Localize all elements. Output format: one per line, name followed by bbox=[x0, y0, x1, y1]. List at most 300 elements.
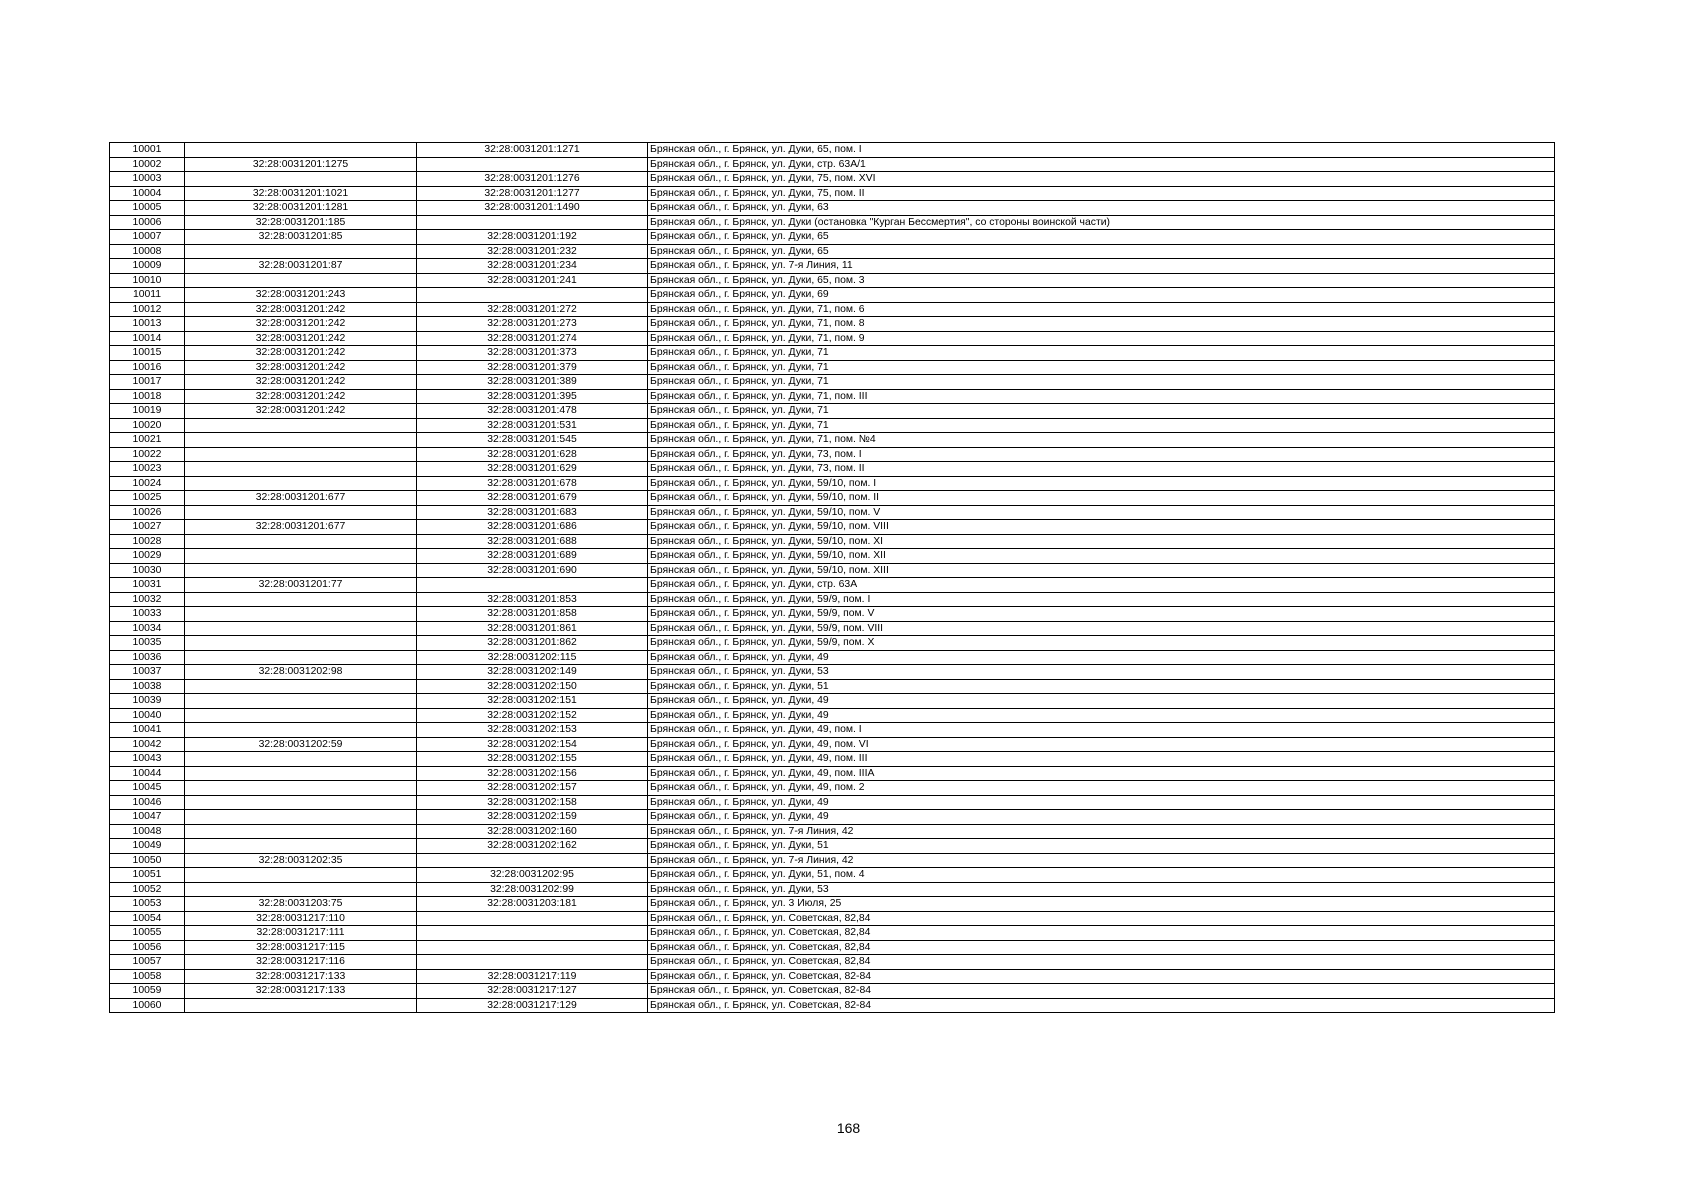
object-cadastral-number-cell: 32:28:0031201:861 bbox=[417, 621, 648, 636]
object-cadastral-number-cell: 32:28:0031201:234 bbox=[417, 259, 648, 274]
cadastral-number-cell bbox=[185, 172, 417, 187]
row-number-cell: 10048 bbox=[110, 824, 185, 839]
cadastral-number-cell bbox=[185, 824, 417, 839]
row-number-cell: 10007 bbox=[110, 230, 185, 245]
table-row bbox=[110, 940, 1555, 955]
address-cell: Брянская обл., г. Брянск, ул. Дуки, 49, пом. III bbox=[648, 752, 1555, 767]
row-number-cell: 10053 bbox=[110, 897, 185, 912]
address-cell: Брянская обл., г. Брянск, ул. Дуки, 71, пом. III bbox=[648, 389, 1555, 404]
object-cadastral-number-cell bbox=[417, 157, 648, 172]
registry-table bbox=[109, 142, 1555, 1013]
address-cell: Брянская обл., г. Брянск, ул. Дуки, 71 bbox=[648, 360, 1555, 375]
table-row bbox=[110, 476, 1555, 491]
cadastral-number-cell: 32:28:0031203:75 bbox=[185, 897, 417, 912]
page-number: 168 bbox=[836, 1120, 861, 1136]
cadastral-number-cell bbox=[185, 882, 417, 897]
cadastral-number-cell: 32:28:0031201:87 bbox=[185, 259, 417, 274]
object-cadastral-number-cell: 32:28:0031202:151 bbox=[417, 694, 648, 709]
table-row bbox=[110, 868, 1555, 883]
address-cell: Брянская обл., г. Брянск, ул. Дуки, 75, пом. XVI bbox=[648, 172, 1555, 187]
table-row bbox=[110, 998, 1555, 1013]
object-cadastral-number-cell: 32:28:0031201:241 bbox=[417, 273, 648, 288]
address-cell: Брянская обл., г. Брянск, ул. Дуки, 59/9, пом. V bbox=[648, 607, 1555, 622]
object-cadastral-number-cell: 32:28:0031202:99 bbox=[417, 882, 648, 897]
address-cell: Брянская обл., г. Брянск, ул. Дуки, 71, пом. 9 bbox=[648, 331, 1555, 346]
table-row bbox=[110, 215, 1555, 230]
row-number-cell: 10020 bbox=[110, 418, 185, 433]
address-cell: Брянская обл., г. Брянск, ул. Советская, 82,84 bbox=[648, 940, 1555, 955]
row-number-cell: 10036 bbox=[110, 650, 185, 665]
row-number-cell: 10005 bbox=[110, 201, 185, 216]
object-cadastral-number-cell: 32:28:0031201:274 bbox=[417, 331, 648, 346]
address-cell: Брянская обл., г. Брянск, ул. Дуки, 49, пом. VI bbox=[648, 737, 1555, 752]
object-cadastral-number-cell: 32:28:0031203:181 bbox=[417, 897, 648, 912]
table-row bbox=[110, 389, 1555, 404]
cadastral-number-cell: 32:28:0031201:1281 bbox=[185, 201, 417, 216]
cadastral-number-cell bbox=[185, 636, 417, 651]
table-row bbox=[110, 810, 1555, 825]
address-cell: Брянская обл., г. Брянск, ул. Дуки, 73, пом. I bbox=[648, 447, 1555, 462]
address-cell: Брянская обл., г. Брянск, ул. Советская, 82-84 bbox=[648, 969, 1555, 984]
table-row bbox=[110, 853, 1555, 868]
cadastral-number-cell: 32:28:0031201:77 bbox=[185, 578, 417, 593]
cadastral-number-cell bbox=[185, 752, 417, 767]
table-row bbox=[110, 418, 1555, 433]
table-row bbox=[110, 244, 1555, 259]
table-row bbox=[110, 172, 1555, 187]
cadastral-number-cell: 32:28:0031202:98 bbox=[185, 665, 417, 680]
cadastral-number-cell: 32:28:0031217:133 bbox=[185, 969, 417, 984]
address-cell: Брянская обл., г. Брянск, ул. Дуки, 71 bbox=[648, 404, 1555, 419]
table-row bbox=[110, 447, 1555, 462]
row-number-cell: 10033 bbox=[110, 607, 185, 622]
cadastral-number-cell: 32:28:0031201:242 bbox=[185, 346, 417, 361]
address-cell: Брянская обл., г. Брянск, ул. Дуки, 59/10, пом. XIII bbox=[648, 563, 1555, 578]
object-cadastral-number-cell: 32:28:0031201:273 bbox=[417, 317, 648, 332]
object-cadastral-number-cell: 32:28:0031201:545 bbox=[417, 433, 648, 448]
table-row bbox=[110, 708, 1555, 723]
row-number-cell: 10038 bbox=[110, 679, 185, 694]
table-row bbox=[110, 737, 1555, 752]
table-row bbox=[110, 578, 1555, 593]
object-cadastral-number-cell: 32:28:0031201:678 bbox=[417, 476, 648, 491]
table-row bbox=[110, 462, 1555, 477]
row-number-cell: 10001 bbox=[110, 143, 185, 158]
row-number-cell: 10009 bbox=[110, 259, 185, 274]
table-row bbox=[110, 201, 1555, 216]
table-row bbox=[110, 404, 1555, 419]
row-number-cell: 10021 bbox=[110, 433, 185, 448]
row-number-cell: 10028 bbox=[110, 534, 185, 549]
address-cell: Брянская обл., г. Брянск, ул. Дуки, 71 bbox=[648, 375, 1555, 390]
row-number-cell: 10004 bbox=[110, 186, 185, 201]
row-number-cell: 10026 bbox=[110, 505, 185, 520]
row-number-cell: 10059 bbox=[110, 984, 185, 999]
table-row bbox=[110, 520, 1555, 535]
cadastral-number-cell bbox=[185, 433, 417, 448]
table-row bbox=[110, 375, 1555, 390]
object-cadastral-number-cell: 32:28:0031201:629 bbox=[417, 462, 648, 477]
address-cell: Брянская обл., г. Брянск, ул. Дуки, 71, пом. 8 bbox=[648, 317, 1555, 332]
object-cadastral-number-cell: 32:28:0031202:153 bbox=[417, 723, 648, 738]
cadastral-number-cell bbox=[185, 621, 417, 636]
object-cadastral-number-cell: 32:28:0031201:478 bbox=[417, 404, 648, 419]
row-number-cell: 10006 bbox=[110, 215, 185, 230]
address-cell: Брянская обл., г. Брянск, ул. Дуки, 59/10, пом. II bbox=[648, 491, 1555, 506]
table-row bbox=[110, 694, 1555, 709]
table-row bbox=[110, 897, 1555, 912]
cadastral-number-cell bbox=[185, 708, 417, 723]
address-cell: Брянская обл., г. Брянск, ул. Дуки, 49, пом. IIIА bbox=[648, 766, 1555, 781]
table-row bbox=[110, 331, 1555, 346]
row-number-cell: 10015 bbox=[110, 346, 185, 361]
cadastral-number-cell: 32:28:0031201:677 bbox=[185, 491, 417, 506]
row-number-cell: 10043 bbox=[110, 752, 185, 767]
table-row bbox=[110, 723, 1555, 738]
table-row bbox=[110, 665, 1555, 680]
cadastral-number-cell: 32:28:0031217:111 bbox=[185, 926, 417, 941]
row-number-cell: 10003 bbox=[110, 172, 185, 187]
table-row bbox=[110, 621, 1555, 636]
cadastral-number-cell: 32:28:0031201:242 bbox=[185, 389, 417, 404]
object-cadastral-number-cell: 32:28:0031202:149 bbox=[417, 665, 648, 680]
row-number-cell: 10044 bbox=[110, 766, 185, 781]
table-row bbox=[110, 795, 1555, 810]
cadastral-number-cell: 32:28:0031201:677 bbox=[185, 520, 417, 535]
row-number-cell: 10030 bbox=[110, 563, 185, 578]
object-cadastral-number-cell: 32:28:0031201:192 bbox=[417, 230, 648, 245]
row-number-cell: 10050 bbox=[110, 853, 185, 868]
row-number-cell: 10012 bbox=[110, 302, 185, 317]
address-cell: Брянская обл., г. Брянск, ул. Дуки, 53 bbox=[648, 665, 1555, 680]
row-number-cell: 10054 bbox=[110, 911, 185, 926]
object-cadastral-number-cell: 32:28:0031217:119 bbox=[417, 969, 648, 984]
table-row bbox=[110, 273, 1555, 288]
object-cadastral-number-cell: 32:28:0031202:156 bbox=[417, 766, 648, 781]
address-cell: Брянская обл., г. Брянск, ул. Советская, 82-84 bbox=[648, 984, 1555, 999]
cadastral-number-cell: 32:28:0031201:242 bbox=[185, 302, 417, 317]
cadastral-number-cell: 32:28:0031217:133 bbox=[185, 984, 417, 999]
object-cadastral-number-cell: 32:28:0031202:158 bbox=[417, 795, 648, 810]
address-cell: Брянская обл., г. Брянск, ул. Дуки, 59/9, пом. X bbox=[648, 636, 1555, 651]
cadastral-number-cell: 32:28:0031201:242 bbox=[185, 404, 417, 419]
address-cell: Брянская обл., г. Брянск, ул. Дуки, 65 bbox=[648, 230, 1555, 245]
table-row bbox=[110, 839, 1555, 854]
row-number-cell: 10042 bbox=[110, 737, 185, 752]
row-number-cell: 10037 bbox=[110, 665, 185, 680]
cadastral-number-cell bbox=[185, 563, 417, 578]
row-number-cell: 10057 bbox=[110, 955, 185, 970]
cadastral-number-cell bbox=[185, 679, 417, 694]
cadastral-number-cell: 32:28:0031201:1021 bbox=[185, 186, 417, 201]
table-row bbox=[110, 433, 1555, 448]
table-row bbox=[110, 534, 1555, 549]
cadastral-number-cell bbox=[185, 244, 417, 259]
cadastral-number-cell: 32:28:0031217:110 bbox=[185, 911, 417, 926]
row-number-cell: 10060 bbox=[110, 998, 185, 1013]
object-cadastral-number-cell: 32:28:0031201:628 bbox=[417, 447, 648, 462]
row-number-cell: 10025 bbox=[110, 491, 185, 506]
table-row bbox=[110, 911, 1555, 926]
object-cadastral-number-cell: 32:28:0031201:379 bbox=[417, 360, 648, 375]
object-cadastral-number-cell: 32:28:0031202:150 bbox=[417, 679, 648, 694]
address-cell: Брянская обл., г. Брянск, ул. Дуки, 53 bbox=[648, 882, 1555, 897]
address-cell: Брянская обл., г. Брянск, ул. Дуки, 65, пом. 3 bbox=[648, 273, 1555, 288]
cadastral-number-cell: 32:28:0031201:242 bbox=[185, 317, 417, 332]
cadastral-number-cell: 32:28:0031202:35 bbox=[185, 853, 417, 868]
object-cadastral-number-cell: 32:28:0031201:858 bbox=[417, 607, 648, 622]
table-row bbox=[110, 346, 1555, 361]
row-number-cell: 10032 bbox=[110, 592, 185, 607]
address-cell: Брянская обл., г. Брянск, ул. Дуки, 51, пом. 4 bbox=[648, 868, 1555, 883]
object-cadastral-number-cell: 32:28:0031201:272 bbox=[417, 302, 648, 317]
table-row bbox=[110, 824, 1555, 839]
address-cell: Брянская обл., г. Брянск, ул. Дуки, 59/10, пом. XII bbox=[648, 549, 1555, 564]
row-number-cell: 10035 bbox=[110, 636, 185, 651]
row-number-cell: 10041 bbox=[110, 723, 185, 738]
row-number-cell: 10011 bbox=[110, 288, 185, 303]
object-cadastral-number-cell: 32:28:0031201:1277 bbox=[417, 186, 648, 201]
row-number-cell: 10058 bbox=[110, 969, 185, 984]
cadastral-number-cell bbox=[185, 998, 417, 1013]
address-cell: Брянская обл., г. Брянск, ул. Дуки, 49 bbox=[648, 650, 1555, 665]
object-cadastral-number-cell: 32:28:0031202:152 bbox=[417, 708, 648, 723]
object-cadastral-number-cell: 32:28:0031201:683 bbox=[417, 505, 648, 520]
cadastral-number-cell: 32:28:0031201:185 bbox=[185, 215, 417, 230]
object-cadastral-number-cell: 32:28:0031201:679 bbox=[417, 491, 648, 506]
address-cell: Брянская обл., г. Брянск, ул. 7-я Линия, 42 bbox=[648, 853, 1555, 868]
address-cell: Брянская обл., г. Брянск, ул. Дуки, 73, пом. II bbox=[648, 462, 1555, 477]
row-number-cell: 10039 bbox=[110, 694, 185, 709]
address-cell: Брянская обл., г. Брянск, ул. Дуки, 49 bbox=[648, 795, 1555, 810]
row-number-cell: 10051 bbox=[110, 868, 185, 883]
row-number-cell: 10047 bbox=[110, 810, 185, 825]
cadastral-number-cell: 32:28:0031201:1275 bbox=[185, 157, 417, 172]
table-row bbox=[110, 636, 1555, 651]
address-cell: Брянская обл., г. Брянск, ул. Дуки (остановка "Курган Бессмертия", со стороны воинской части) bbox=[648, 215, 1555, 230]
row-number-cell: 10002 bbox=[110, 157, 185, 172]
row-number-cell: 10052 bbox=[110, 882, 185, 897]
address-cell: Брянская обл., г. Брянск, ул. Дуки, 59/10, пом. V bbox=[648, 505, 1555, 520]
cadastral-number-cell bbox=[185, 607, 417, 622]
cadastral-number-cell: 32:28:0031202:59 bbox=[185, 737, 417, 752]
cadastral-number-cell bbox=[185, 534, 417, 549]
table-row bbox=[110, 955, 1555, 970]
row-number-cell: 10008 bbox=[110, 244, 185, 259]
address-cell: Брянская обл., г. Брянск, ул. Дуки, 49 bbox=[648, 694, 1555, 709]
address-cell: Брянская обл., г. Брянск, ул. Дуки, 49, пом. I bbox=[648, 723, 1555, 738]
table-row bbox=[110, 969, 1555, 984]
address-cell: Брянская обл., г. Брянск, ул. Дуки, 75, пом. II bbox=[648, 186, 1555, 201]
object-cadastral-number-cell: 32:28:0031202:159 bbox=[417, 810, 648, 825]
cadastral-number-cell bbox=[185, 143, 417, 158]
table-row bbox=[110, 549, 1555, 564]
object-cadastral-number-cell: 32:28:0031201:531 bbox=[417, 418, 648, 433]
cadastral-number-cell bbox=[185, 592, 417, 607]
cadastral-number-cell bbox=[185, 650, 417, 665]
object-cadastral-number-cell: 32:28:0031202:155 bbox=[417, 752, 648, 767]
object-cadastral-number-cell: 32:28:0031202:162 bbox=[417, 839, 648, 854]
address-cell: Брянская обл., г. Брянск, ул. 3 Июля, 25 bbox=[648, 897, 1555, 912]
table-row bbox=[110, 607, 1555, 622]
row-number-cell: 10024 bbox=[110, 476, 185, 491]
cadastral-number-cell: 32:28:0031201:242 bbox=[185, 375, 417, 390]
row-number-cell: 10017 bbox=[110, 375, 185, 390]
address-cell: Брянская обл., г. Брянск, ул. Дуки, 65 bbox=[648, 244, 1555, 259]
object-cadastral-number-cell: 32:28:0031202:154 bbox=[417, 737, 648, 752]
address-cell: Брянская обл., г. Брянск, ул. Советская, 82-84 bbox=[648, 998, 1555, 1013]
cadastral-number-cell bbox=[185, 781, 417, 796]
table-row bbox=[110, 781, 1555, 796]
object-cadastral-number-cell: 32:28:0031201:389 bbox=[417, 375, 648, 390]
cadastral-number-cell: 32:28:0031201:242 bbox=[185, 331, 417, 346]
object-cadastral-number-cell bbox=[417, 911, 648, 926]
row-number-cell: 10055 bbox=[110, 926, 185, 941]
address-cell: Брянская обл., г. Брянск, ул. Дуки, 51 bbox=[648, 679, 1555, 694]
object-cadastral-number-cell bbox=[417, 940, 648, 955]
cadastral-number-cell bbox=[185, 476, 417, 491]
object-cadastral-number-cell: 32:28:0031201:395 bbox=[417, 389, 648, 404]
table-row bbox=[110, 360, 1555, 375]
table-row bbox=[110, 882, 1555, 897]
address-cell: Брянская обл., г. Брянск, ул. Дуки, 59/10, пом. VIII bbox=[648, 520, 1555, 535]
address-cell: Брянская обл., г. Брянск, ул. Советская, 82,84 bbox=[648, 955, 1555, 970]
table-row bbox=[110, 505, 1555, 520]
cadastral-number-cell bbox=[185, 766, 417, 781]
object-cadastral-number-cell: 32:28:0031201:853 bbox=[417, 592, 648, 607]
row-number-cell: 10016 bbox=[110, 360, 185, 375]
address-cell: Брянская обл., г. Брянск, ул. Дуки, стр. 63А bbox=[648, 578, 1555, 593]
address-cell: Брянская обл., г. Брянск, ул. Дуки, 49 bbox=[648, 708, 1555, 723]
cadastral-number-cell bbox=[185, 505, 417, 520]
object-cadastral-number-cell: 32:28:0031201:1276 bbox=[417, 172, 648, 187]
object-cadastral-number-cell: 32:28:0031201:688 bbox=[417, 534, 648, 549]
cadastral-number-cell bbox=[185, 418, 417, 433]
cadastral-number-cell bbox=[185, 462, 417, 477]
cadastral-number-cell bbox=[185, 273, 417, 288]
object-cadastral-number-cell: 32:28:0031201:686 bbox=[417, 520, 648, 535]
object-cadastral-number-cell: 32:28:0031202:115 bbox=[417, 650, 648, 665]
row-number-cell: 10034 bbox=[110, 621, 185, 636]
address-cell: Брянская обл., г. Брянск, ул. Дуки, 51 bbox=[648, 839, 1555, 854]
object-cadastral-number-cell: 32:28:0031201:373 bbox=[417, 346, 648, 361]
row-number-cell: 10018 bbox=[110, 389, 185, 404]
address-cell: Брянская обл., г. Брянск, ул. Дуки, 59/10, пом. XI bbox=[648, 534, 1555, 549]
object-cadastral-number-cell: 32:28:0031202:157 bbox=[417, 781, 648, 796]
object-cadastral-number-cell: 32:28:0031201:689 bbox=[417, 549, 648, 564]
table-row bbox=[110, 302, 1555, 317]
address-cell: Брянская обл., г. Брянск, ул. Советская, 82,84 bbox=[648, 926, 1555, 941]
row-number-cell: 10013 bbox=[110, 317, 185, 332]
table-row bbox=[110, 317, 1555, 332]
cadastral-number-cell: 32:28:0031201:243 bbox=[185, 288, 417, 303]
address-cell: Брянская обл., г. Брянск, ул. Дуки, 49, пом. 2 bbox=[648, 781, 1555, 796]
table-row bbox=[110, 186, 1555, 201]
address-cell: Брянская обл., г. Брянск, ул. 7-я Линия, 42 bbox=[648, 824, 1555, 839]
object-cadastral-number-cell bbox=[417, 926, 648, 941]
object-cadastral-number-cell: 32:28:0031201:232 bbox=[417, 244, 648, 259]
address-cell: Брянская обл., г. Брянск, ул. Дуки, 69 bbox=[648, 288, 1555, 303]
object-cadastral-number-cell: 32:28:0031217:129 bbox=[417, 998, 648, 1013]
object-cadastral-number-cell bbox=[417, 215, 648, 230]
row-number-cell: 10046 bbox=[110, 795, 185, 810]
table-row bbox=[110, 984, 1555, 999]
address-cell: Брянская обл., г. Брянск, ул. Дуки, 71, пом. 6 bbox=[648, 302, 1555, 317]
row-number-cell: 10040 bbox=[110, 708, 185, 723]
cadastral-number-cell: 32:28:0031217:116 bbox=[185, 955, 417, 970]
address-cell: Брянская обл., г. Брянск, ул. Дуки, 71, пом. №4 bbox=[648, 433, 1555, 448]
address-cell: Брянская обл., г. Брянск, ул. Дуки, 63 bbox=[648, 201, 1555, 216]
cadastral-number-cell bbox=[185, 795, 417, 810]
cadastral-number-cell: 32:28:0031217:115 bbox=[185, 940, 417, 955]
table-row bbox=[110, 491, 1555, 506]
address-cell: Брянская обл., г. Брянск, ул. Дуки, 59/9, пом. VIII bbox=[648, 621, 1555, 636]
table-row bbox=[110, 650, 1555, 665]
object-cadastral-number-cell: 32:28:0031201:1490 bbox=[417, 201, 648, 216]
table-row bbox=[110, 926, 1555, 941]
registry-table-body bbox=[110, 143, 1555, 1013]
object-cadastral-number-cell: 32:28:0031217:127 bbox=[417, 984, 648, 999]
object-cadastral-number-cell bbox=[417, 853, 648, 868]
object-cadastral-number-cell bbox=[417, 955, 648, 970]
cadastral-number-cell bbox=[185, 447, 417, 462]
address-cell: Брянская обл., г. Брянск, ул. Дуки, стр. 63А/1 bbox=[648, 157, 1555, 172]
address-cell: Брянская обл., г. Брянск, ул. 7-я Линия, 11 bbox=[648, 259, 1555, 274]
table-row bbox=[110, 592, 1555, 607]
row-number-cell: 10045 bbox=[110, 781, 185, 796]
object-cadastral-number-cell bbox=[417, 288, 648, 303]
cadastral-number-cell bbox=[185, 839, 417, 854]
object-cadastral-number-cell bbox=[417, 578, 648, 593]
cadastral-number-cell: 32:28:0031201:85 bbox=[185, 230, 417, 245]
cadastral-number-cell bbox=[185, 723, 417, 738]
object-cadastral-number-cell: 32:28:0031201:1271 bbox=[417, 143, 648, 158]
table-row bbox=[110, 230, 1555, 245]
table-row bbox=[110, 679, 1555, 694]
object-cadastral-number-cell: 32:28:0031202:160 bbox=[417, 824, 648, 839]
row-number-cell: 10014 bbox=[110, 331, 185, 346]
cadastral-number-cell bbox=[185, 694, 417, 709]
row-number-cell: 10056 bbox=[110, 940, 185, 955]
row-number-cell: 10027 bbox=[110, 520, 185, 535]
cadastral-number-cell bbox=[185, 549, 417, 564]
address-cell: Брянская обл., г. Брянск, ул. Дуки, 59/9, пом. I bbox=[648, 592, 1555, 607]
table-row bbox=[110, 766, 1555, 781]
row-number-cell: 10010 bbox=[110, 273, 185, 288]
address-cell: Брянская обл., г. Брянск, ул. Дуки, 65, пом. I bbox=[648, 143, 1555, 158]
address-cell: Брянская обл., г. Брянск, ул. Дуки, 71 bbox=[648, 346, 1555, 361]
row-number-cell: 10022 bbox=[110, 447, 185, 462]
cadastral-number-cell: 32:28:0031201:242 bbox=[185, 360, 417, 375]
row-number-cell: 10029 bbox=[110, 549, 185, 564]
row-number-cell: 10049 bbox=[110, 839, 185, 854]
table-row bbox=[110, 143, 1555, 158]
table-row bbox=[110, 563, 1555, 578]
address-cell: Брянская обл., г. Брянск, ул. Дуки, 59/10, пом. I bbox=[648, 476, 1555, 491]
address-cell: Брянская обл., г. Брянск, ул. Дуки, 49 bbox=[648, 810, 1555, 825]
row-number-cell: 10023 bbox=[110, 462, 185, 477]
object-cadastral-number-cell: 32:28:0031201:690 bbox=[417, 563, 648, 578]
address-cell: Брянская обл., г. Брянск, ул. Дуки, 71 bbox=[648, 418, 1555, 433]
address-cell: Брянская обл., г. Брянск, ул. Советская, 82,84 bbox=[648, 911, 1555, 926]
table-row bbox=[110, 752, 1555, 767]
cadastral-number-cell bbox=[185, 810, 417, 825]
object-cadastral-number-cell: 32:28:0031201:862 bbox=[417, 636, 648, 651]
table-row bbox=[110, 288, 1555, 303]
row-number-cell: 10019 bbox=[110, 404, 185, 419]
object-cadastral-number-cell: 32:28:0031202:95 bbox=[417, 868, 648, 883]
cadastral-number-cell bbox=[185, 868, 417, 883]
